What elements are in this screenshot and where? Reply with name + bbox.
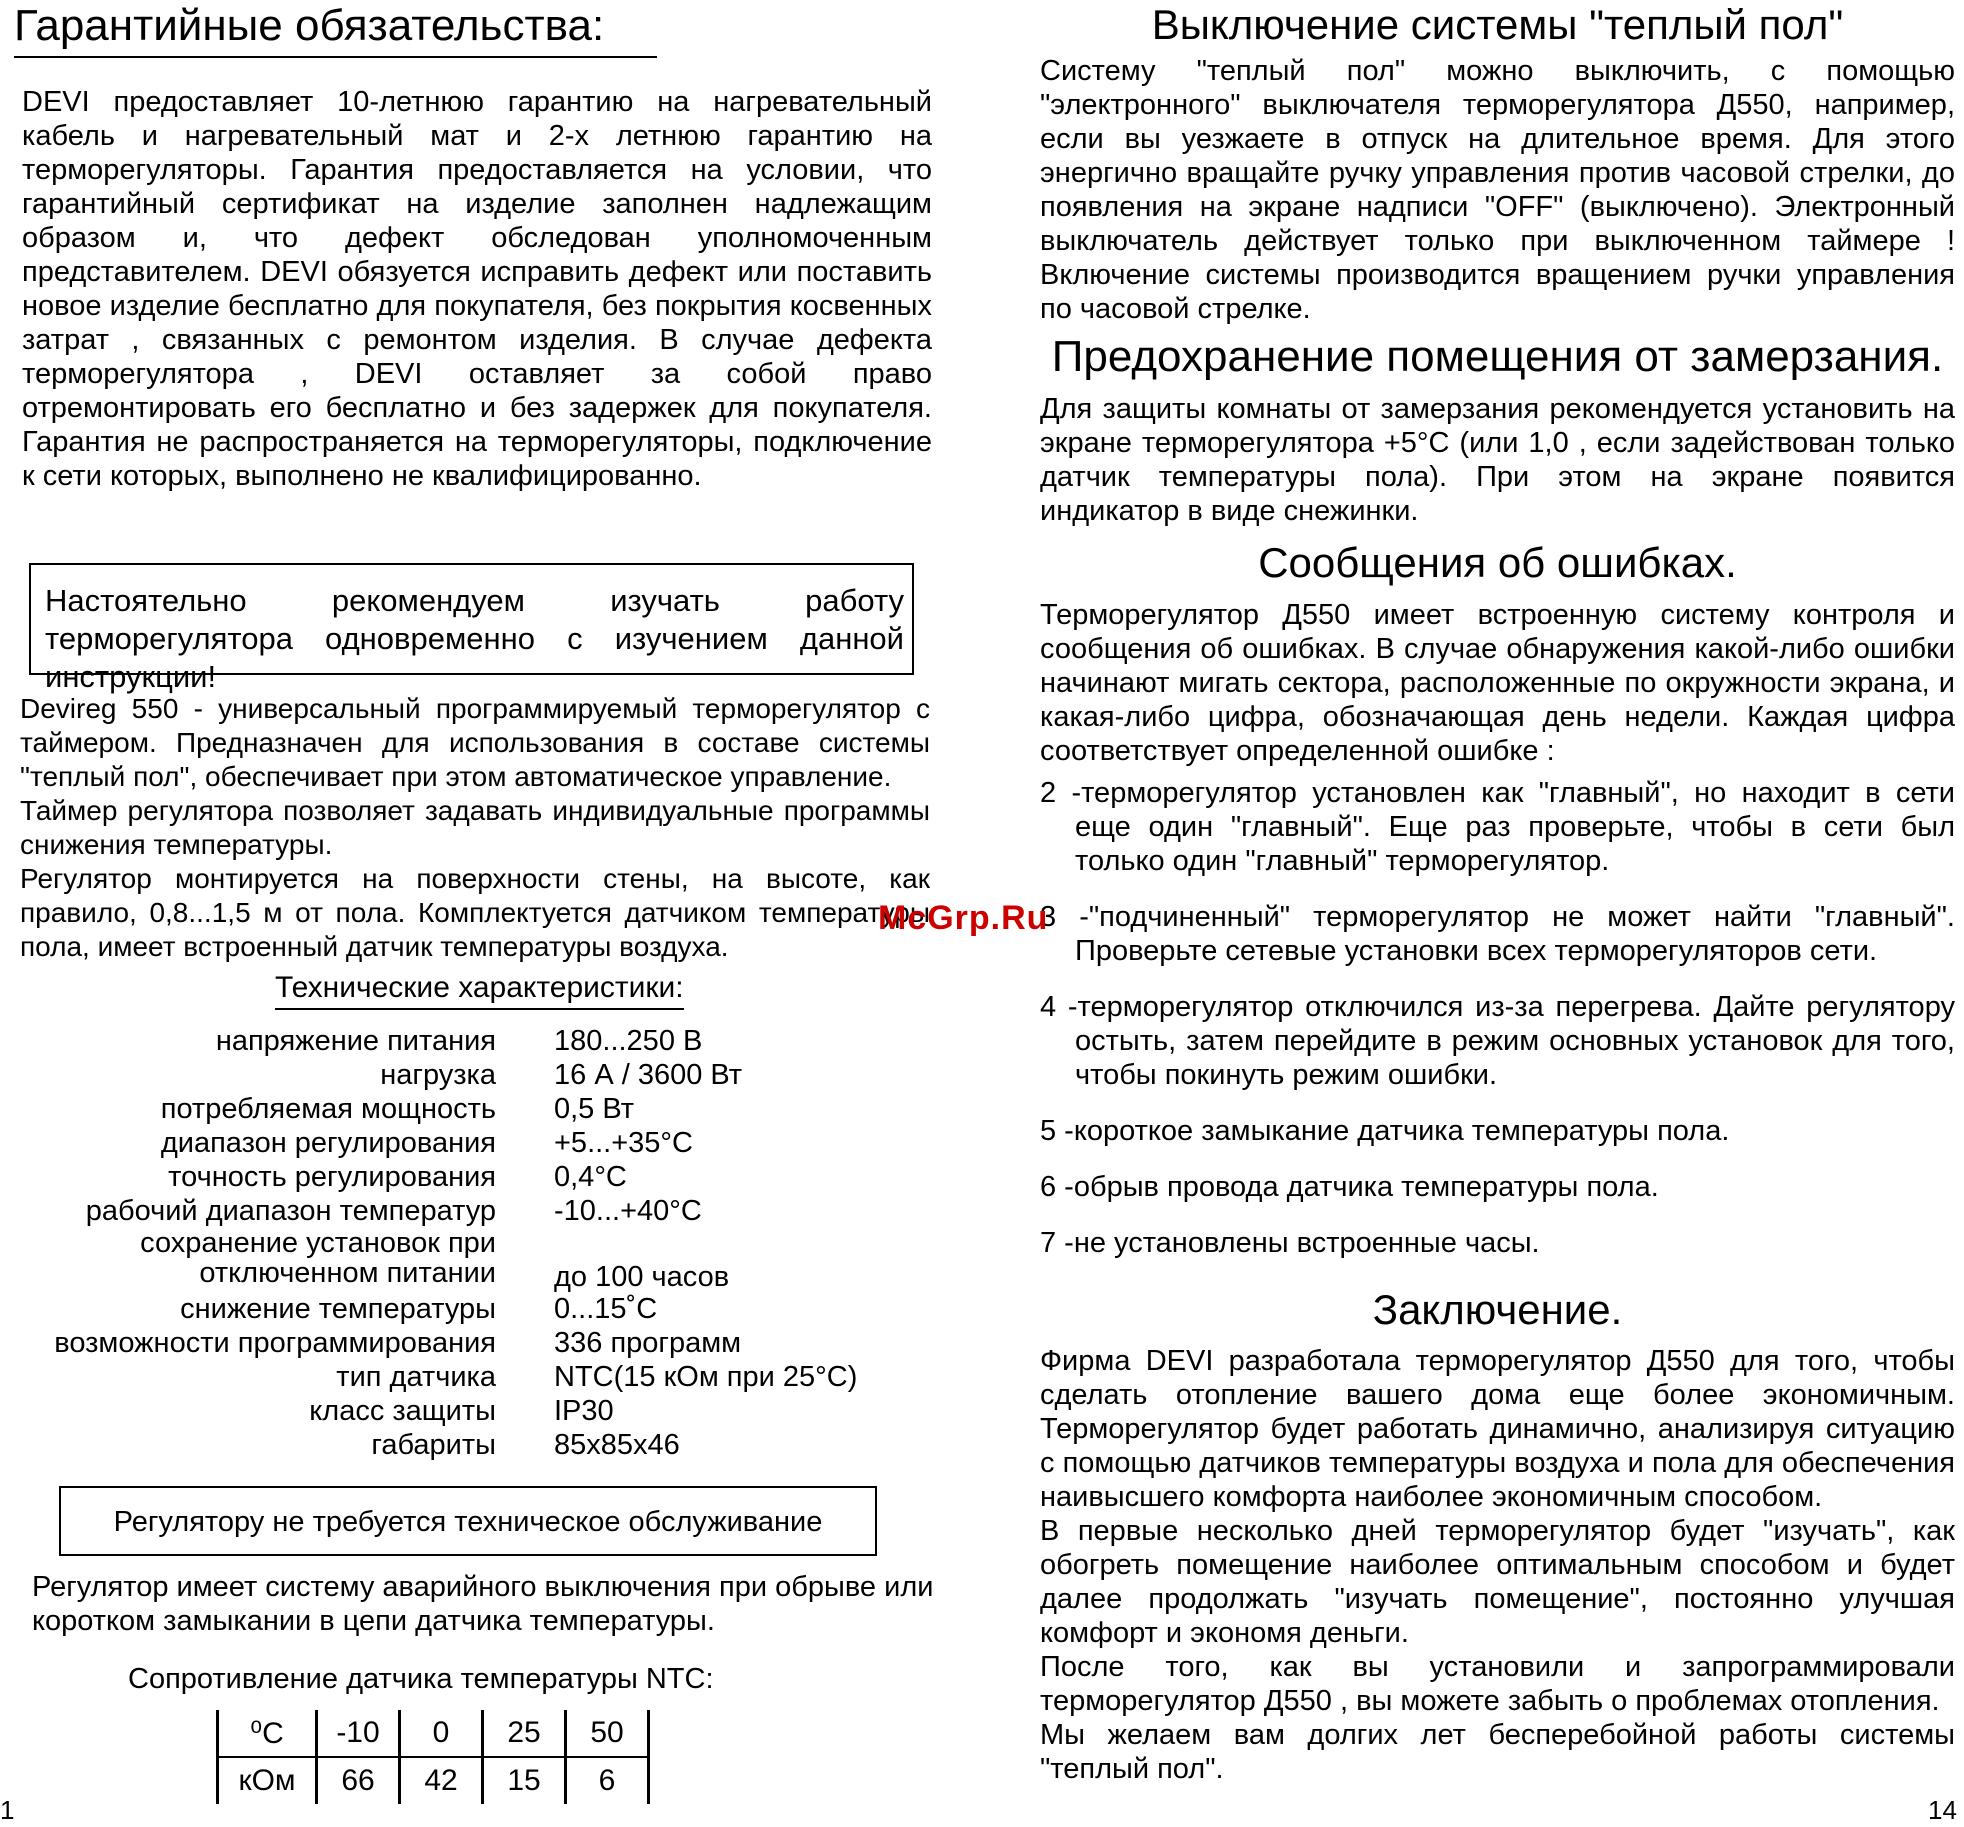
recommend-box: [29, 563, 914, 694]
watermark: McGrp.Ru: [878, 899, 1049, 937]
emergency-text: Регулятор имеет систему аварийного выключения при обрыве или коротком замыкании в цепи датчика температуры.: [32, 1571, 934, 1637]
spec-label: потребляемая мощность: [160, 1093, 496, 1125]
spec-label: класс защиты: [309, 1395, 496, 1427]
ntc-cell: 0: [400, 1710, 483, 1757]
warranty-heading: Гарантийные обязательства:: [14, 1, 605, 50]
off-heading: Выключение системы "теплый пол": [1151, 1, 1844, 48]
spec-row: [14, 1024, 914, 1058]
freeze-text: Для защиты комнаты от замерзания рекомендуется установить на экране терморегулятора +5°С (или 1,0 , если задействован только датчик температуры пола). При этом на экране появится индикатор в виде снежинки.: [1040, 393, 1955, 527]
spec-value: до 100 часов: [554, 1261, 730, 1293]
spec-value: 0,5 Вт: [554, 1093, 635, 1125]
spec-row: [14, 1126, 914, 1160]
spec-value: 16 А / 3600 Вт: [554, 1059, 743, 1091]
service-text: Регулятору не требуется техническое обслуживание: [113, 1506, 823, 1538]
ntc-cell: 42: [400, 1757, 483, 1804]
spec-value: NTC(15 кОм при 25°С): [554, 1361, 858, 1393]
page-number-left: 1: [0, 1795, 15, 1825]
errors-heading: Сообщения об ошибках.: [1258, 539, 1737, 586]
page-number-right: 14: [1928, 1795, 1957, 1825]
warranty-text: DEVI предоставляет 10-летнюю гарантию на нагревательный кабель и нагревательный мат и 2-х летнюю гарантию на терморегуляторы. Гарантия предоставляется на условии, что гарантийный сертификат на изделие заполнен надлежащим образом и, что дефект обследован уполномоченным представителем. DEVI обязуется исправить дефект или поставить новое изделие бесплатно для покупателя, без покрытия косвенных затрат , связанных с ремонтом изделия. В случае дефекта терморегулятора , DEVI оставляет за собой право отремонтировать его бесплатно и без задержек для покупателя. Гарантия не распространяется на терморегуляторы, подключение к сети которых, выполнено не квалифицированно.: [22, 86, 932, 492]
spec-value: 0,4°С: [554, 1161, 627, 1193]
spec-row: [14, 1228, 914, 1292]
spec-table: [14, 1024, 914, 1462]
spec-value: 180...250 В: [554, 1025, 703, 1057]
intro-section: [20, 692, 930, 964]
warranty-heading-underline: [14, 56, 657, 58]
spec-value: -10...+40°С: [554, 1195, 702, 1227]
spec-row: [14, 1194, 914, 1228]
off-text: Систему "теплый пол" можно выключить, с помощью "электронного" выключателя терморегулятора Д550, например, если вы уезжаете в отпуск на длительное время. Для этого энергично вращайте ручку управления против часовой стрелки, до появления на экране надписи "OFF" (выключено). Электронный выключатель действует только при выключенном таймере ! Включение системы производится вращением ручки управления по часовой стрелке.: [1040, 55, 1955, 325]
spec-row: [14, 1292, 914, 1326]
intro-lead: Devireg 550 - универсальный программируемый терморегулятор с таймером. Предназначен для использования в составе системы "теплый пол", обеспечивает при этом автоматическое управление.: [20, 693, 930, 792]
spec-label: точность регулирования: [168, 1161, 496, 1193]
errors-text: Терморегулятор Д550 имеет встроенную систему контроля и сообщения об ошибках. В случае обнаружения какой-либо ошибки начинают мигать сектора, расположенные по окружности экрана, и какая-либо цифра, обозначающая день недели. Каждая цифра соответствует определенной ошибке :: [1040, 599, 1955, 767]
conclusion-text: [1040, 1344, 1955, 1786]
ntc-cell: 25: [483, 1710, 566, 1757]
error-item: 2 -терморегулятор установлен как "главный", но находит в сети еще один "главный". Еще раз проверьте, чтобы в сети был только один "главный" терморегулятор.: [1040, 777, 1955, 877]
ntc-cell: 15: [483, 1757, 566, 1804]
ntc-cell: 50: [566, 1710, 649, 1757]
error-item: 3 -"подчиненный" терморегулятор не может найти "главный". Проверьте сетевые установки всех терморегуляторов сети.: [1040, 901, 1955, 967]
error-item: 7 -не установлены встроенные часы.: [1040, 1227, 1540, 1259]
conclusion-paragraph: После того, как вы установили и запрограммировали терморегулятор Д550 , вы можете забыть о проблемах отопления.: [1040, 1651, 1955, 1717]
conclusion-paragraph: Мы желаем вам долгих лет бесперебойной работы системы "теплый пол".: [1040, 1719, 1955, 1785]
spec-value: +5...+35°С: [554, 1127, 693, 1159]
intro-mount: Регулятор монтируется на поверхности стены, на высоте, как правило, 0,8...1,5 м от пола. Комплектуется датчиком температуры пола, имеет встроенный датчик температуры воздуха.: [20, 863, 930, 962]
ntc-cell: ⁰С: [218, 1710, 317, 1757]
spec-label: нагрузка: [380, 1059, 496, 1091]
ntc-table: [216, 1710, 650, 1804]
intro-timer: Таймер регулятора позволяет задавать индивидуальные программы снижения температуры.: [20, 795, 930, 860]
spec-label: возможности программирования: [54, 1327, 496, 1359]
recommend-text: Настоятельно рекомендуем изучать работу терморегулятора одновременно с изучением данной инструкции!: [45, 583, 904, 694]
spec-row: [14, 1428, 914, 1462]
ntc-row-temperature: [218, 1710, 649, 1757]
ntc-cell: 6: [566, 1757, 649, 1804]
spec-label: рабочий диапазон температур: [85, 1195, 496, 1227]
conclusion-paragraph: В первые несколько дней терморегулятор будет "изучать", как обогреть помещение наиболее оптимальным способом и будет далее продолжать "изучать помещение", постоянно улучшая комфорт и экономя деньги.: [1040, 1515, 1955, 1649]
spec-row: [14, 1360, 914, 1394]
spec-label: напряжение питания: [215, 1025, 496, 1057]
spec-row: [14, 1394, 914, 1428]
freeze-heading: Предохранение помещения от замерзания.: [1051, 332, 1944, 381]
spec-value: 336 программ: [554, 1327, 742, 1359]
spec-row: [14, 1160, 914, 1194]
tech-specs-title: Технические характеристики:: [275, 970, 684, 1010]
spec-row: [14, 1058, 914, 1092]
error-item: 5 -короткое замыкание датчика температуры пола.: [1040, 1115, 1730, 1147]
spec-label: сохранение установок при отключенном питании: [140, 1227, 496, 1289]
ntc-cell: кОм: [218, 1757, 317, 1804]
conclusion-heading: Заключение.: [1372, 1286, 1623, 1333]
service-box: [59, 1486, 877, 1556]
spec-label: диапазон регулирования: [160, 1127, 496, 1159]
spec-value: IP30: [554, 1395, 614, 1427]
spec-label: габариты: [371, 1429, 496, 1461]
spec-row: [14, 1092, 914, 1126]
spec-value: 0...15˚С: [554, 1293, 658, 1325]
ntc-cell: -10: [317, 1710, 400, 1757]
ntc-title: Сопротивление датчика температуры NTC:: [128, 1663, 714, 1695]
spec-row: [14, 1326, 914, 1360]
error-list: [1040, 776, 1955, 1260]
error-item: 6 -обрыв провода датчика температуры пола.: [1040, 1171, 1659, 1203]
spec-label: тип датчика: [336, 1361, 496, 1393]
error-item: 4 -терморегулятор отключился из-за перегрева. Дайте регулятору остыть, затем перейдите в режим основных установок для того, чтобы покинуть режим ошибки.: [1040, 991, 1955, 1091]
ntc-cell: 66: [317, 1757, 400, 1804]
conclusion-paragraph: Фирма DEVI разработала терморегулятор Д550 для того, чтобы сделать отопление вашего дома еще более экономичным. Терморегулятор будет работать динамично, анализируя ситуацию с помощью датчиков температуры воздуха и пола для обеспечения наивысшего комфорта наиболее экономичным способом.: [1040, 1345, 1955, 1513]
spec-value: 85х85х46: [554, 1429, 680, 1461]
spec-label: снижение температуры: [180, 1293, 496, 1325]
ntc-row-resistance: [218, 1757, 649, 1804]
